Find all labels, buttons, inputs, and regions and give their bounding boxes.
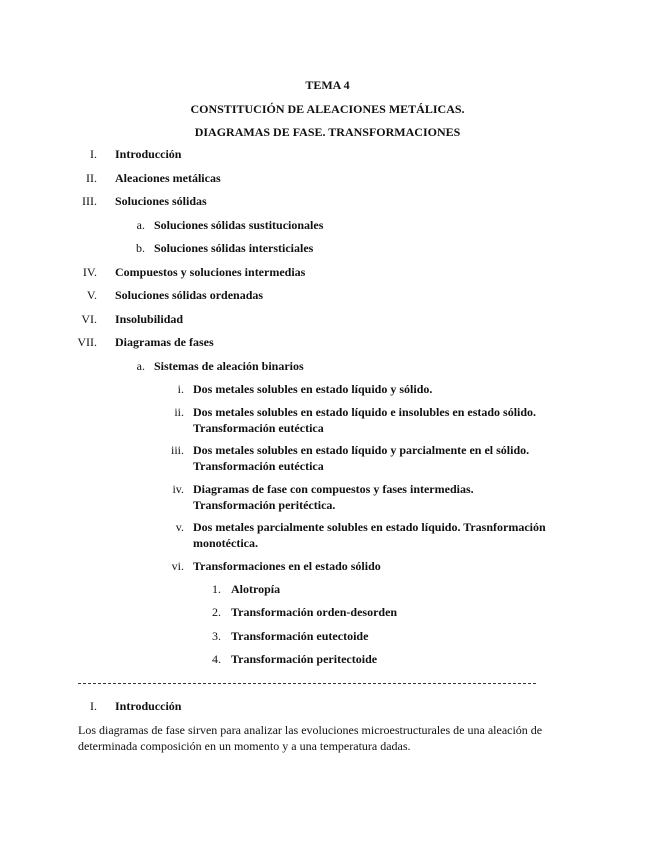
toc-number: II. (86, 171, 97, 185)
toc-label: Diagramas de fases (115, 335, 214, 349)
intro-paragraph: Los diagramas de fase sirven para analizar las evoluciones microestructurales de una aleación de determinada composición en un momento y a una temperatura dadas. (78, 723, 543, 753)
toc-label: Soluciones sólidas (115, 194, 207, 208)
toc-number: a. (136, 218, 145, 232)
toc-number: IV. (82, 265, 97, 279)
toc-number: V. (86, 288, 97, 302)
toc-number: iii. (170, 443, 184, 457)
toc-label: Insolubilidad (115, 312, 184, 326)
toc-number: a. (136, 359, 145, 373)
toc-label-continuation: monotéctica. (193, 535, 258, 550)
title-line-2: DIAGRAMAS DE FASE. TRANSFORMACIONES (194, 125, 461, 139)
toc-number: 3. (212, 629, 221, 643)
toc-number: 2. (212, 605, 221, 619)
toc-label: Dos metales solubles en estado líquido e insolubles en estado sólido. (193, 405, 537, 419)
toc-label: Soluciones sólidas ordenadas (115, 288, 264, 302)
toc-label: Compuestos y soluciones intermedias (115, 265, 306, 279)
toc-label: Dos metales parcialmente solubles en estado líquido. Trasnformación (193, 520, 546, 534)
toc-label: Soluciones sólidas intersticiales (154, 241, 314, 255)
toc-number: vi. (171, 559, 184, 573)
toc-label-continuation: Transformación eutéctica (193, 420, 324, 435)
toc-label: Transformación eutectoide (231, 629, 369, 643)
dashed-separator (78, 683, 536, 684)
toc-label: Transformaciones en el estado sólido (193, 559, 381, 573)
toc-number: ii. (174, 405, 184, 419)
toc-label: Dos metales solubles en estado líquido y parcialmente en el sólido. (193, 443, 530, 457)
title-line-1: CONSTITUCIÓN DE ALEACIONES METÁLICAS. (190, 102, 465, 116)
topic-heading: TEMA 4 (305, 78, 350, 92)
section-label: Introducción (115, 699, 182, 713)
toc-number: i. (177, 382, 184, 396)
toc-number: v. (175, 520, 184, 534)
toc-label-continuation: Transformación eutéctica (193, 458, 324, 473)
toc-number: III. (82, 194, 97, 208)
toc-label: Diagramas de fase con compuestos y fases intermedias. (193, 482, 474, 496)
toc-label: Sistemas de aleación binarios (154, 359, 304, 373)
toc-number: iv. (172, 482, 184, 496)
toc-label: Aleaciones metálicas (115, 171, 221, 185)
toc-label-continuation: Transformación peritéctica. (193, 497, 336, 512)
toc-label: Dos metales solubles en estado líquido y sólido. (193, 382, 433, 396)
toc-number: I. (90, 147, 97, 161)
section-number: I. (90, 699, 97, 713)
toc-number: 4. (212, 652, 221, 666)
toc-number: VI. (81, 312, 97, 326)
toc-number: 1. (212, 582, 221, 596)
toc-label: Soluciones sólidas sustitucionales (154, 218, 324, 232)
toc-number: VII. (77, 335, 97, 349)
toc-label: Transformación orden-desorden (231, 605, 398, 619)
toc-label: Alotropía (231, 582, 281, 596)
toc-label: Transformación peritectoide (231, 652, 378, 666)
toc-number: b. (136, 241, 145, 255)
toc-label: Introducción (115, 147, 182, 161)
